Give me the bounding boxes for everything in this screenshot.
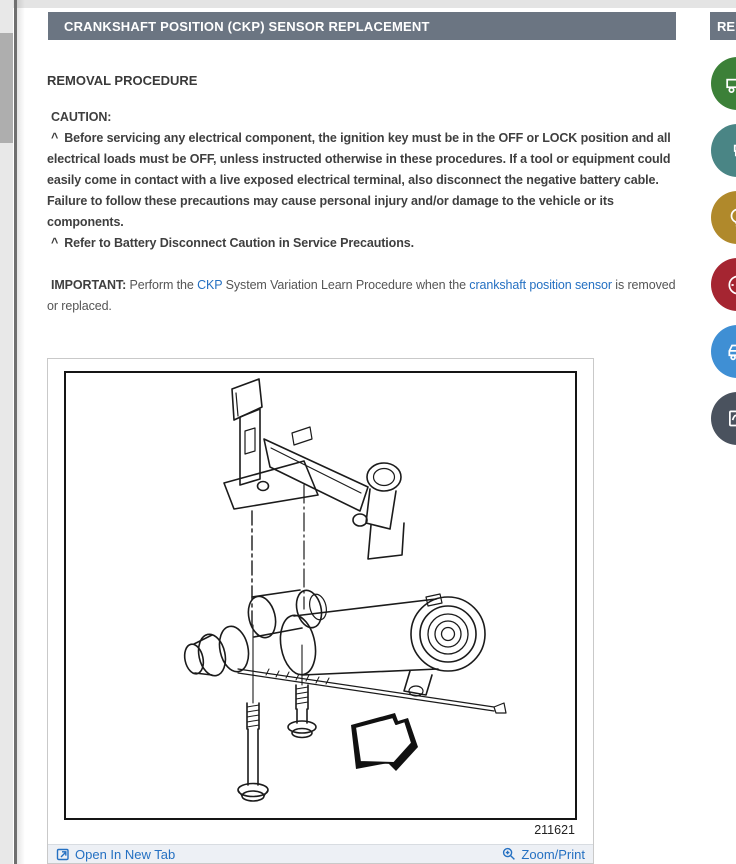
page-title: CRANKSHAFT POSITION (CKP) SENSOR REPLACEMENT bbox=[64, 18, 430, 34]
crankshaft-position-sensor-link[interactable]: crankshaft position sensor bbox=[469, 278, 612, 292]
rail-button-waveform-doc[interactable] bbox=[711, 392, 736, 445]
caution-heading: CAUTION: bbox=[51, 110, 112, 124]
related-panel-title: RE bbox=[717, 18, 736, 34]
important-text: is removed or replaced. bbox=[47, 278, 676, 313]
rail-button-gauge[interactable] bbox=[711, 258, 736, 311]
gauge-icon bbox=[725, 272, 736, 298]
figure-card bbox=[47, 358, 594, 864]
figure-frame bbox=[64, 371, 577, 820]
rail-button-tow-truck[interactable] bbox=[711, 57, 736, 110]
waveform-doc-icon bbox=[725, 406, 736, 432]
caution-text: Refer to Battery Disconnect Caution in Service Precautions. bbox=[64, 236, 414, 250]
zoom-print-label: Zoom/Print bbox=[521, 846, 585, 862]
caution-text: Before servicing any electrical component, the ignition key must be in the OFF or LOCK position and all electrical loads must be OFF, unless instructed otherwise in these procedures. If a tool or equipment could easily come in contact with a live exposed electrical terminal, also disconnect the negative battery cable. Failure to follow these precautions may cause personal injury and/or damage to the vehicle or its components. bbox=[47, 131, 671, 229]
scrollbar-thumb[interactable] bbox=[0, 33, 13, 143]
ckp-link[interactable]: CKP bbox=[197, 278, 223, 292]
zoom-print-link[interactable] bbox=[502, 847, 585, 862]
vehicle-icon bbox=[725, 339, 736, 365]
important-text: Perform the bbox=[129, 278, 198, 292]
spark-plug-icon bbox=[725, 138, 736, 164]
open-in-new-tab-label: Open In New Tab bbox=[75, 846, 176, 862]
figure-footer-bar bbox=[48, 844, 593, 863]
open-in-new-tab-link[interactable] bbox=[56, 847, 175, 862]
starter-assembly-illustration bbox=[66, 373, 575, 818]
caution-item bbox=[47, 128, 679, 233]
top-strip bbox=[0, 0, 736, 8]
related-panel-title-bar bbox=[710, 12, 736, 40]
caution-item bbox=[47, 233, 679, 254]
rail-button-spark-plug[interactable] bbox=[711, 124, 736, 177]
caret-marker: ^ bbox=[51, 236, 59, 250]
rail-button-bulb[interactable] bbox=[711, 191, 736, 244]
tow-truck-icon bbox=[725, 71, 736, 97]
rail-button-vehicle[interactable] bbox=[711, 325, 736, 378]
important-text: System Variation Learn Procedure when the bbox=[222, 278, 470, 292]
zoom-plus-icon bbox=[502, 847, 516, 861]
important-label: IMPORTANT: bbox=[51, 278, 127, 292]
caution-block bbox=[47, 107, 679, 254]
bulb-icon bbox=[725, 205, 736, 231]
section-title: REMOVAL PROCEDURE bbox=[47, 73, 198, 88]
figure-number: 211621 bbox=[534, 823, 575, 837]
page-title-bar bbox=[48, 12, 676, 40]
pane-divider-shadow bbox=[17, 0, 25, 864]
important-note bbox=[47, 275, 679, 317]
caret-marker: ^ bbox=[51, 131, 59, 145]
open-in-new-tab-icon bbox=[56, 847, 70, 861]
